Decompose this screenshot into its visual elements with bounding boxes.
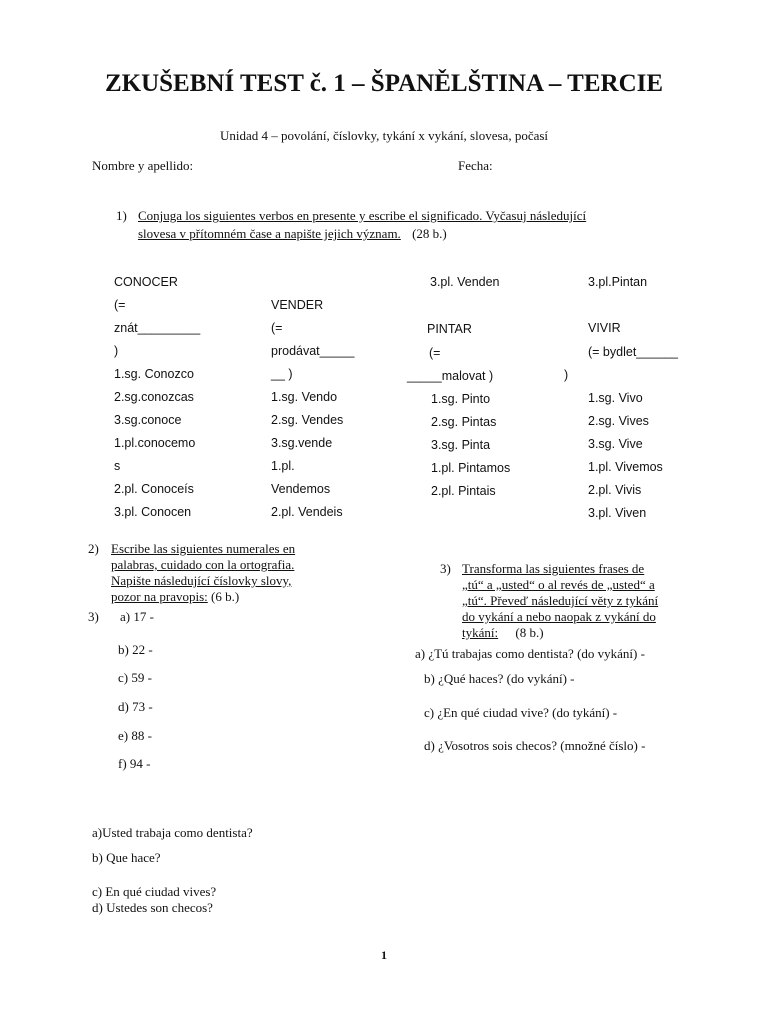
q3-line: „tú“ a „usted“ o al revés de „usted“ a	[462, 577, 655, 592]
answer-c: c) En qué ciudad vives?	[92, 884, 217, 899]
verb-line: 1.sg. Vendo	[271, 390, 338, 404]
verb-line: 2.pl. Pintais	[431, 484, 496, 498]
q2-line: Napište následující číslovky slovy,	[111, 573, 292, 588]
answer-d: d) Ustedes son checos?	[92, 900, 213, 915]
verb-line: 3.pl. Viven	[588, 506, 647, 520]
q3-line: Transforma las siguientes frases de	[462, 561, 645, 576]
q2-number: 2)	[88, 541, 99, 556]
subtitle: Unidad 4 – povolání, číslovky, tykání x vykání, slovesa, počasí	[219, 128, 549, 143]
q2-instruction	[111, 541, 295, 605]
q2-line: palabras, cuidado con la ortografia.	[111, 557, 295, 572]
q2-line: pozor na pravopis:	[111, 589, 208, 604]
verb-line: 1.sg. Pinto	[431, 392, 491, 406]
verb-line: 1.pl.	[271, 459, 295, 473]
q1-instruction-line2-wrap	[138, 226, 447, 242]
verb-vivir-line-0: 3.pl.Pintan	[588, 275, 648, 289]
verb-line: 1.sg. Vivo	[588, 391, 643, 405]
q3-item-a: a) ¿Tú trabajas como dentista? (do vykání) -	[415, 646, 645, 661]
q2-item-c: c) 59 -	[118, 670, 152, 685]
verb-line: 3.sg.vende	[271, 436, 333, 450]
q3-points: (8 b.)	[515, 625, 544, 640]
q2-points: (6 b.)	[211, 589, 240, 604]
verb-line: 1.pl. Vivemos	[588, 460, 663, 474]
verb-line: 1.pl. Pintamos	[431, 461, 511, 475]
verb-pintar-line-0: 3.pl. Venden	[430, 275, 500, 289]
verb-pintar-line-1: PINTAR	[427, 322, 472, 336]
verb-line: (=	[114, 298, 126, 312]
verb-line: 2.sg. Pintas	[431, 415, 497, 429]
verb-pintar-line-3: _____malovat )	[407, 369, 494, 383]
q2-item-d: d) 73 -	[118, 699, 153, 714]
verb-pintar-line-2: (=	[429, 346, 441, 360]
verb-line: 2.pl. Vendeis	[271, 505, 343, 519]
q1-instruction-line1: Conjuga los siguientes verbos en presente y escribe el significado. Vyčasuj následující	[138, 208, 587, 223]
answer-b: b) Que hace?	[92, 850, 161, 865]
verb-line: VENDER	[271, 298, 324, 312]
q2-sub-number: 3)	[88, 609, 99, 624]
verb-vivir-conjugations	[588, 390, 663, 528]
verb-line: 2.sg. Vives	[588, 414, 649, 428]
answer-a: a)Usted trabaja como dentista?	[92, 825, 253, 840]
verb-line: znát_________	[114, 321, 201, 335]
page-title: ZKUŠEBNÍ TEST č. 1 – ŠPANĚLŠTINA – TERCIE	[104, 70, 664, 97]
verb-line: 2.sg. Vendes	[271, 413, 344, 427]
q2-item-e: e) 88 -	[118, 728, 152, 743]
q1-instruction-line2: slovesa v přítomném čase a napište jejich význam.	[138, 226, 401, 241]
q1-number: 1)	[116, 208, 127, 223]
verb-line: 3.sg.conoce	[114, 413, 182, 427]
q3-line: tykání:	[462, 625, 499, 640]
verb-line: 1.pl.conocemo	[114, 436, 196, 450]
q2-line: Escribe las siguientes numerales en	[111, 541, 296, 556]
q3-item-b: b) ¿Qué haces? (do vykání) -	[424, 671, 575, 686]
verb-conocer	[114, 274, 200, 527]
q3-number: 3)	[440, 561, 451, 576]
page-number: 1	[381, 948, 387, 962]
q3-item-c: c) ¿En qué ciudad vive? (do tykání) -	[424, 705, 618, 720]
q3-instruction	[462, 561, 658, 641]
verb-line: s	[114, 459, 121, 473]
verb-line: Vendemos	[271, 482, 331, 496]
verb-line: prodávat_____	[271, 344, 355, 358]
verb-line: 3.sg. Vive	[588, 437, 643, 451]
date-label: Fecha:	[458, 158, 493, 173]
verb-line: 2.sg.conozcas	[114, 390, 194, 404]
name-label: Nombre y apellido:	[92, 158, 194, 173]
verb-line: 3.pl. Conocen	[114, 505, 192, 519]
verb-line: __ )	[271, 367, 293, 381]
verb-line: CONOCER	[114, 275, 178, 289]
verb-line: 2.pl. Vivis	[588, 483, 642, 497]
q2-item-a: a) 17 -	[120, 609, 154, 624]
q1-points: (28 b.)	[412, 226, 447, 241]
verb-vivir-line-3: )	[564, 368, 569, 382]
verb-line: (=	[271, 321, 283, 335]
verb-vivir-line-2: (= bydlet______	[588, 345, 679, 359]
q3-line: „tú“. Převeď následující věty z tykání	[462, 593, 659, 608]
q2-item-b: b) 22 -	[118, 642, 153, 657]
q2-item-f: f) 94 -	[118, 756, 151, 771]
verb-line: 2.pl. Conoceís	[114, 482, 194, 496]
q3-item-d: d) ¿Vosotros sois checos? (množné číslo) -	[424, 738, 646, 753]
verb-line: 3.sg. Pinta	[431, 438, 491, 452]
verb-pintar-conjugations	[431, 391, 510, 506]
verb-vender	[271, 297, 354, 527]
q2-last-line	[111, 589, 295, 605]
q3-last-line	[462, 625, 658, 641]
verb-vivir-line-1: VIVIR	[588, 321, 621, 335]
verb-line: 1.sg. Conozco	[114, 367, 194, 381]
q3-line: do vykání a nebo naopak z vykání do	[462, 609, 656, 624]
verb-line: )	[114, 344, 119, 358]
